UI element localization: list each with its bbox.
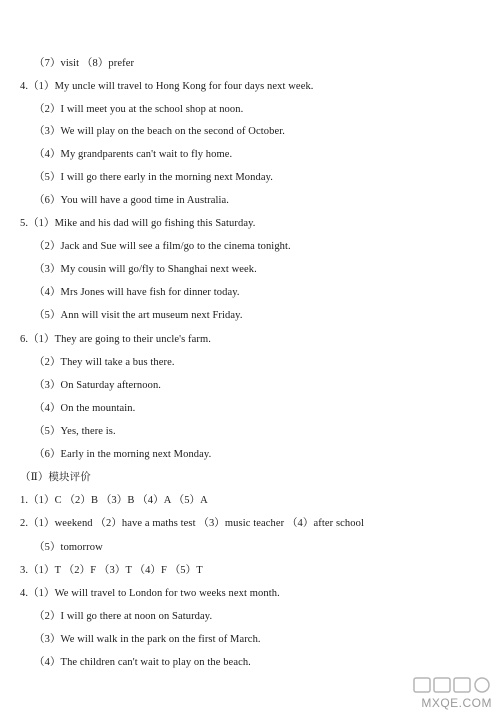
- answer-line-6-4: （4）On the mountain.: [34, 403, 136, 414]
- answer-line-6-1: 6.（1）They are going to their uncle's farm.: [20, 334, 211, 345]
- answer-line-4-5: （5）I will go there early in the morning next Monday.: [34, 172, 273, 183]
- answer-line-m4-1: 4.（1）We will travel to London for two weeks next month.: [20, 588, 280, 599]
- answer-line-5-3: （3）My cousin will go/fly to Shanghai next week.: [34, 264, 257, 275]
- watermark-text: MXQE.COM: [421, 696, 492, 710]
- answer-line-6-3: （3）On Saturday afternoon.: [34, 380, 162, 391]
- answer-line-m2: 2.（1）weekend （2）have a maths test （3）music teacher （4）after school: [20, 518, 364, 529]
- answer-line-4-4: （4）My grandparents can't wait to fly home.: [34, 149, 233, 160]
- answer-line-6-6: （6）Early in the morning next Monday.: [34, 449, 212, 460]
- answer-line-4-2: （2）I will meet you at the school shop at noon.: [34, 104, 244, 115]
- answer-line-5-5: （5）Ann will visit the art museum next Friday.: [34, 310, 243, 321]
- answer-line-5-4: （4）Mrs Jones will have fish for dinner today.: [34, 287, 240, 298]
- answer-line-4-1: 4.（1）My uncle will travel to Hong Kong for four days next week.: [20, 81, 314, 92]
- answer-line-4-3: （3）We will play on the beach on the second of October.: [34, 126, 285, 137]
- answer-line-6-2: （2）They will take a bus there.: [34, 357, 175, 368]
- answer-line-m4-3: （3）We will walk in the park on the first of March.: [34, 634, 261, 645]
- answer-line-5-2: （2）Jack and Sue will see a film/go to the cinema tonight.: [34, 241, 291, 252]
- answer-line-m3: 3.（1）T （2）F （3）T （4）F （5）T: [20, 565, 203, 576]
- answer-line-5-1: 5.（1）Mike and his dad will go fishing this Saturday.: [20, 218, 256, 229]
- answer-line-m4-4: （4）The children can't wait to play on the beach.: [34, 657, 251, 668]
- section-heading: （Ⅱ）模块评价: [20, 472, 91, 483]
- answer-line-6-5: （5）Yes, there is.: [34, 426, 116, 437]
- answer-line-3-7: （7）visit （8）prefer: [34, 58, 135, 69]
- answer-line-4-6: （6）You will have a good time in Australia.: [34, 195, 230, 206]
- answer-line-m4-2: （2）I will go there at noon on Saturday.: [34, 611, 213, 622]
- answer-line-m1: 1.（1）C （2）B （3）B （4）A （5）A: [20, 495, 208, 506]
- answer-line-m2-5: （5）tomorrow: [34, 542, 103, 553]
